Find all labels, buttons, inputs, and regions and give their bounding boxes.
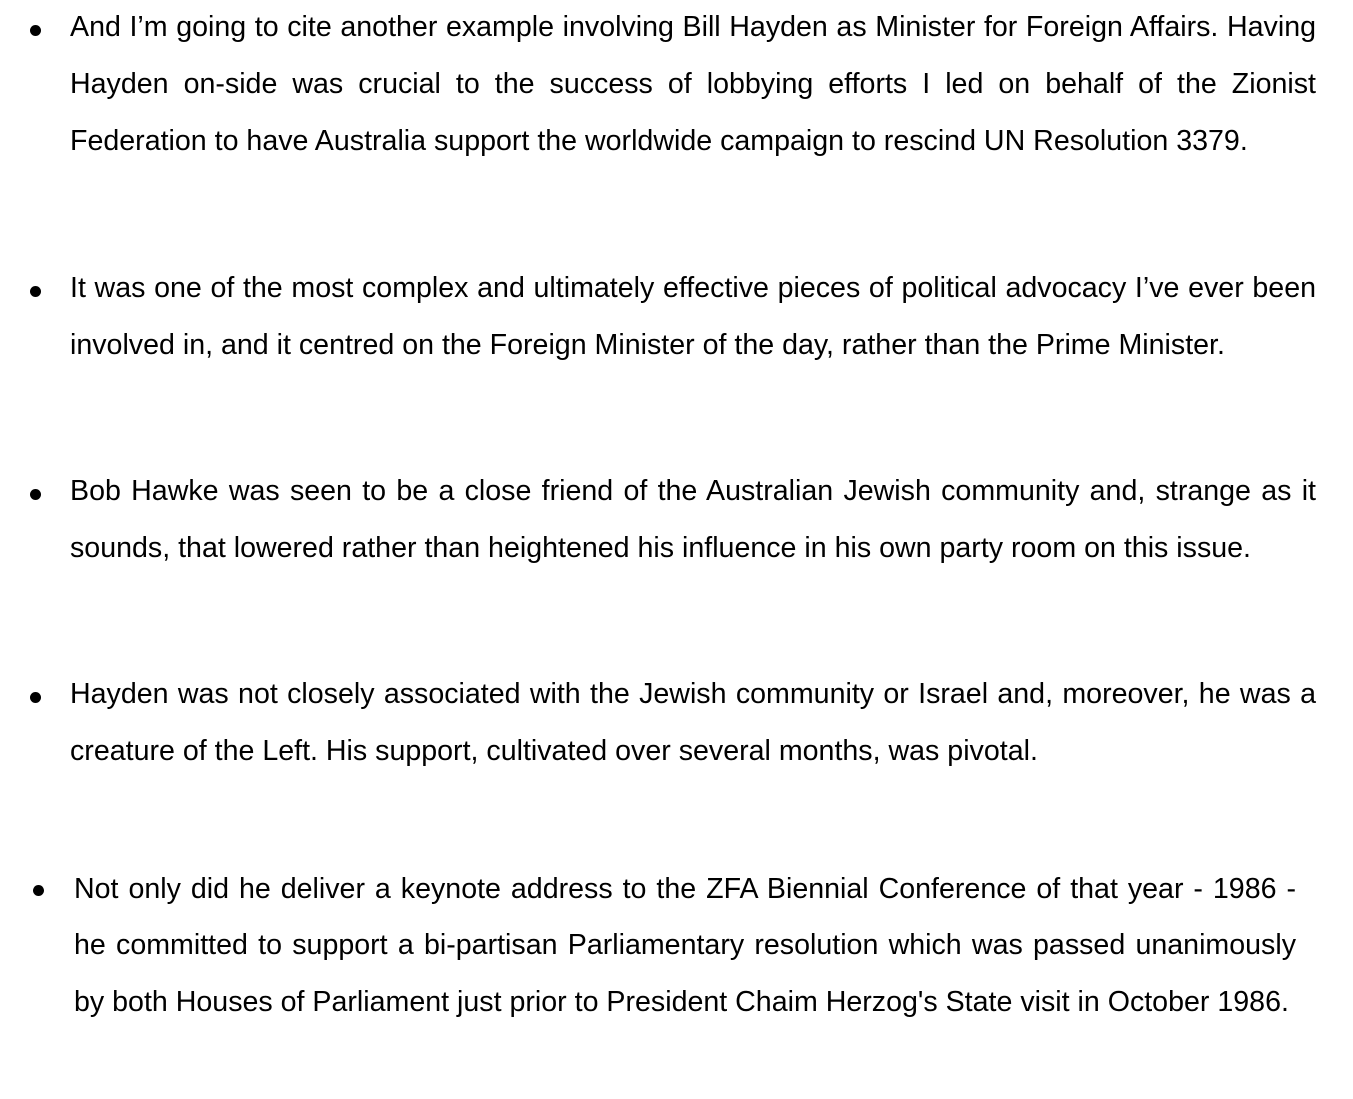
- bullet-text: Not only did he deliver a keynote address to the ZFA Biennial Conference of that year - 1986 - he committed to support a bi-partisan Parliamentary resolution which was passed unanimously by both Houses of Parliament just prior to President Chaim Herzog's State visit in October 1986.: [74, 873, 1296, 1018]
- bullet-point-icon: [33, 885, 44, 896]
- bullet-text: Bob Hawke was seen to be a close friend of the Australian Jewish community and, strange as it sounds, that lowered rather than heightened his influence in his own party room on this issue.: [70, 475, 1316, 564]
- bullet-point-icon: [30, 489, 41, 500]
- bullet-point-icon: [30, 286, 41, 297]
- bullet-point-icon: [30, 25, 41, 36]
- bullet-text: And I’m going to cite another example involving Bill Hayden as Minister for Foreign Affairs. Having Hayden on-side was crucial to the success of lobbying efforts I led on behalf of the Zionist Federation to have Australia support the worldwide campaign to rescind UN Resolution 3379.: [70, 11, 1316, 157]
- bullet-point-icon: [30, 692, 41, 703]
- bullet-text: It was one of the most complex and ultimately effective pieces of political advocacy I’ve ever been involved in, and it centred on the Foreign Minister of the day, rather than the Prime Minister.: [70, 272, 1316, 361]
- bullet-text: Hayden was not closely associated with the Jewish community or Israel and, moreover, he was a creature of the Left. His support, cultivated over several months, was pivotal.: [70, 678, 1316, 767]
